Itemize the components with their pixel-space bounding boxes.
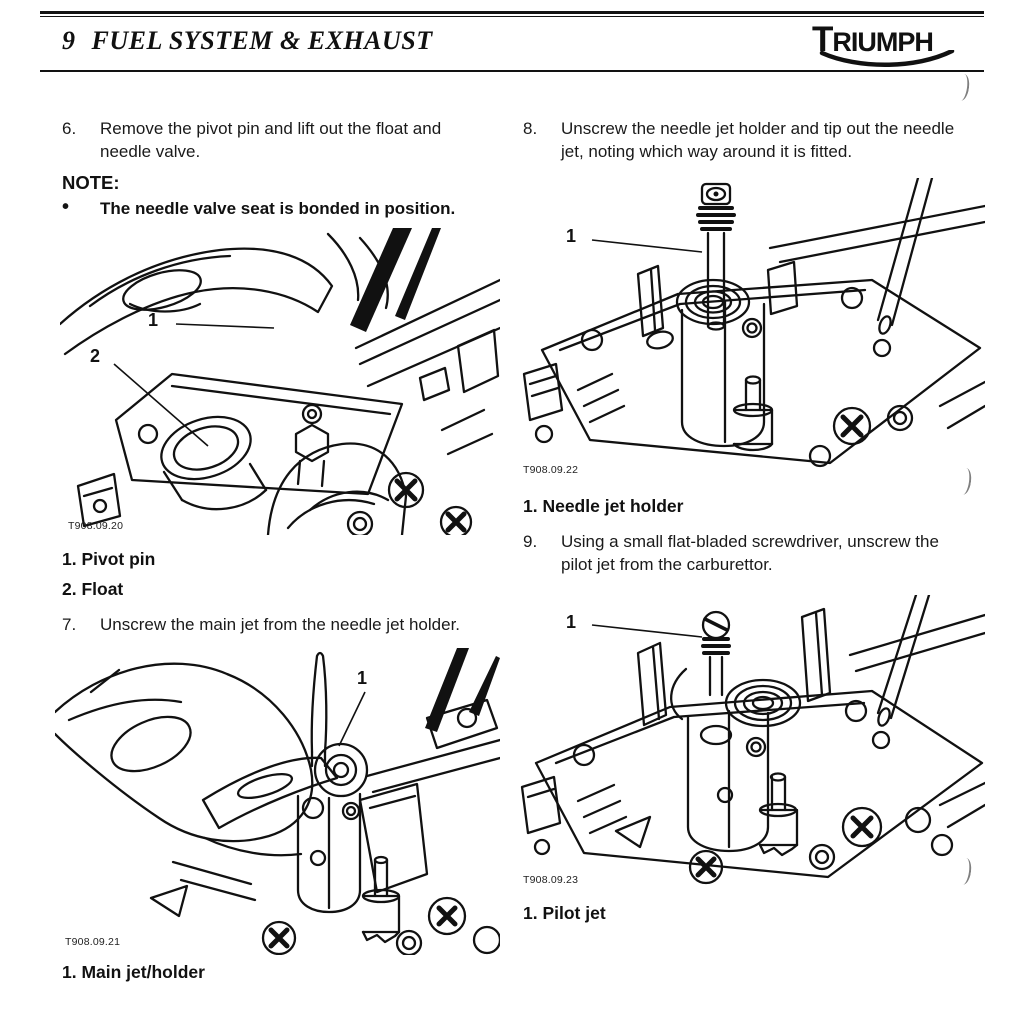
note-item bbox=[62, 197, 492, 220]
step-6-number: 6. bbox=[62, 119, 77, 138]
figure-needle-jet-holder bbox=[520, 178, 985, 480]
figure-pivot-pin bbox=[60, 228, 500, 535]
note-text: The needle valve seat is bonded in position. bbox=[100, 199, 456, 218]
bullet-icon: • bbox=[62, 196, 70, 218]
caption-float: 2. Float bbox=[62, 579, 124, 599]
triumph-wordmark: TRIUMPH bbox=[812, 20, 933, 59]
needle-jet-holder-illustration bbox=[520, 178, 985, 480]
step-8 bbox=[523, 117, 967, 163]
step-8-number: 8. bbox=[523, 119, 538, 138]
step-7-number: 7. bbox=[62, 615, 77, 634]
scan-mark bbox=[956, 73, 971, 101]
step-6-text: Remove the pivot pin and lift out the float and needle valve. bbox=[100, 119, 442, 161]
step-7-text: Unscrew the main jet from the needle jet holder. bbox=[100, 615, 461, 634]
chapter-title: FUEL SYSTEM & EXHAUST bbox=[91, 26, 433, 55]
callout-1-main-jet: 1 bbox=[357, 668, 368, 688]
figure-pilot-jet bbox=[520, 595, 985, 887]
callout-1-pivot-pin: 1 bbox=[148, 310, 159, 330]
pivot-pin-illustration bbox=[60, 228, 500, 535]
caption-pivot-pin: 1. Pivot pin bbox=[62, 549, 156, 569]
figure-code: T908.09.22 bbox=[523, 464, 579, 476]
header-rule bbox=[40, 70, 984, 72]
main-jet-illustration bbox=[55, 648, 500, 955]
top-rule bbox=[40, 11, 984, 14]
caption-pilot-jet: 1. Pilot jet bbox=[523, 903, 606, 923]
chapter-number: 9 bbox=[62, 26, 76, 55]
callout-1-needle-jet-holder: 1 bbox=[566, 226, 577, 246]
note-label: NOTE: bbox=[62, 172, 120, 193]
figure-main-jet bbox=[55, 648, 500, 955]
callout-1-pilot-jet: 1 bbox=[566, 612, 577, 632]
step-9 bbox=[523, 530, 967, 576]
figure-code: T908.09.23 bbox=[523, 874, 579, 886]
page-title bbox=[62, 26, 433, 56]
callout-2-float: 2 bbox=[90, 346, 101, 366]
top-rule-thin bbox=[40, 16, 984, 17]
pilot-jet-illustration bbox=[520, 595, 985, 887]
step-8-text: Unscrew the needle jet holder and tip out the needle jet, noting which way around it is fitted. bbox=[561, 119, 955, 161]
step-9-number: 9. bbox=[523, 532, 538, 551]
step-7 bbox=[62, 613, 478, 636]
step-6 bbox=[62, 117, 478, 163]
step-9-text: Using a small flat-bladed screwdriver, unscrew the pilot jet from the carburettor. bbox=[561, 532, 939, 574]
caption-main-jet: 1. Main jet/holder bbox=[62, 962, 205, 982]
figure-code: T908.09.20 bbox=[68, 520, 124, 532]
caption-needle-jet-holder: 1. Needle jet holder bbox=[523, 496, 684, 516]
triumph-logo bbox=[812, 20, 962, 68]
logo-swoosh-curve bbox=[818, 50, 958, 70]
figure-code: T908.09.21 bbox=[65, 936, 121, 948]
